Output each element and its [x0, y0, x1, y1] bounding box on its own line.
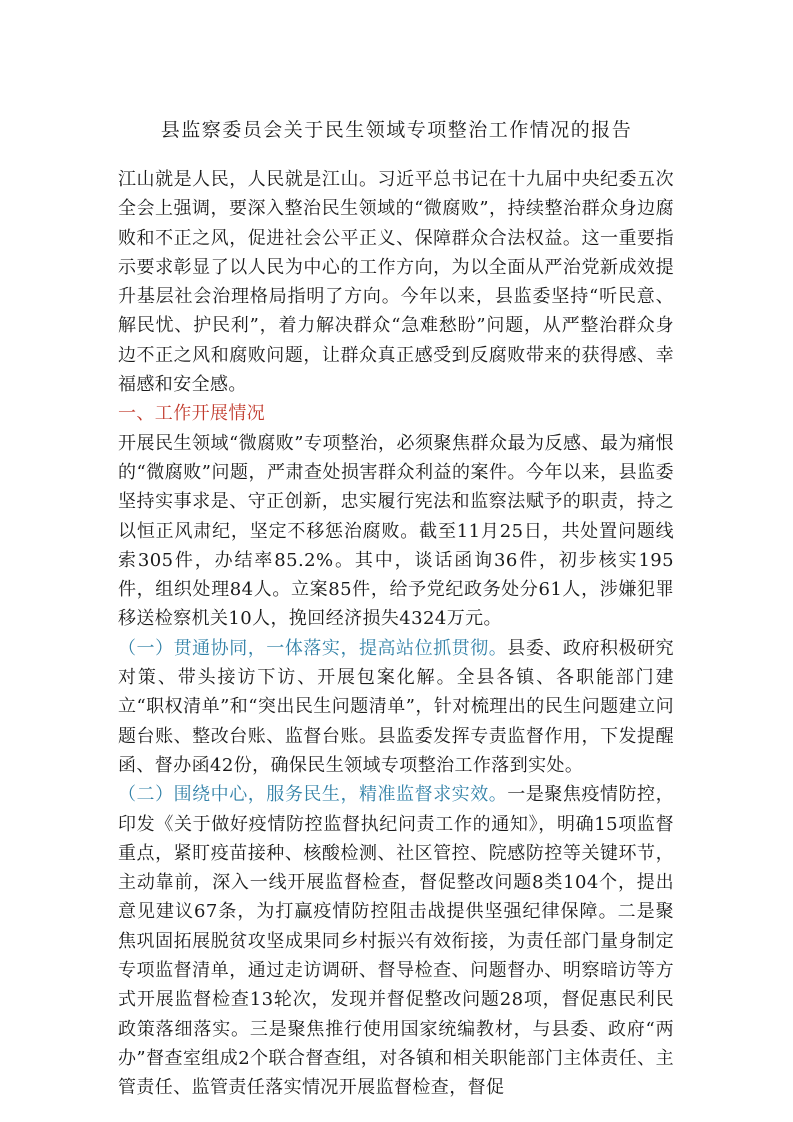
subsection-1-heading: （一）贯通协同，一体落实，提高站位抓贯彻。 — [118, 637, 508, 659]
intro-paragraph: 江山就是人民，人民就是江山。习近平总书记在十九届中央纪委五次全会上强调，要深入整治民生领域的“微腐败”，持续整治群众身边腐败和不正之风，促进社会公平正义、保障群众合法权益。这一重要指示要求彰显了以人民为中心的工作方向，为以全面从严治党新成效提升基层社会治理格局指明了方向。今年以来，县监委坚持“听民意、解民忧、护民利”，着力解决群众“急难愁盼”问题，从严整治群众身边不正之风和腐败问题，让群众真正感受到反腐败带来的获得感、幸福感和安全感。 — [118, 169, 674, 396]
subsection-2-heading: （二）围绕中心，服务民生，精准监督求实效。 — [118, 784, 508, 806]
section-1-paragraph: 开展民生领域“微腐败”专项整治，必须聚焦群众最为反感、最为痛恨的“微腐败”问题，严肃查处损害群众利益的案件。今年以来，县监委坚持实事求是、守正创新，忠实履行宪法和监察法赋予的职责，持之以恒正风肃纪，坚定不移惩治腐败。截至11月25日，共处置问题线索305件，办结率85.2%。其中，谈话函询36件，初步核实195件，组织处理84人。立案85件，给予党纪政务处分61人，涉嫌犯罪移送检察机关10人，挽回经济损失4324万元。 — [118, 432, 674, 630]
document-title: 县监察委员会关于民生领域专项整治工作情况的报告 — [160, 119, 633, 141]
subsection-1-paragraph — [118, 634, 674, 780]
section-1-heading: 一、工作开展情况 — [118, 403, 266, 425]
subsection-2-paragraph — [118, 780, 674, 1102]
document-body — [118, 165, 674, 1103]
subsection-1-body: 县委、政府积极研究对策、带头接访下访、开展包案化解。全县各镇、各职能部门建立“职权清单”和“突出民生问题清单”，针对梳理出的民生问题建立问题台账、整改台账、监督台账。县监委发挥专责监督作用，下发提醒函、督办函42份，确保民生领域专项整治工作落到实处。 — [118, 637, 674, 776]
subsection-2-body: 一是聚焦疫情防控，印发《关于做好疫情防控监督执纪问责工作的通知》，明确15项监督重点，紧盯疫苗接种、核酸检测、社区管控、院感防控等关键环节，主动靠前，深入一线开展监督检查，督促整改问题8类104个，提出意见建议67条，为打赢疫情防控阻击战提供坚强纪律保障。二是聚焦巩固拓展脱贫攻坚成果同乡村振兴有效衔接，为责任部门量身制定专项监督清单，通过走访调研、督导检查、问题督办、明察暗访等方式开展监督检查13轮次，发现并督促整改问题28项，督促惠民利民政策落细落实。三是聚焦推行使用国家统编教材，与县委、政府“两办”督查室组成2个联合督查组，对各镇和相关职能部门主体责任、主管责任、监管责任落实情况开展监督检查，督促 — [118, 784, 674, 1099]
